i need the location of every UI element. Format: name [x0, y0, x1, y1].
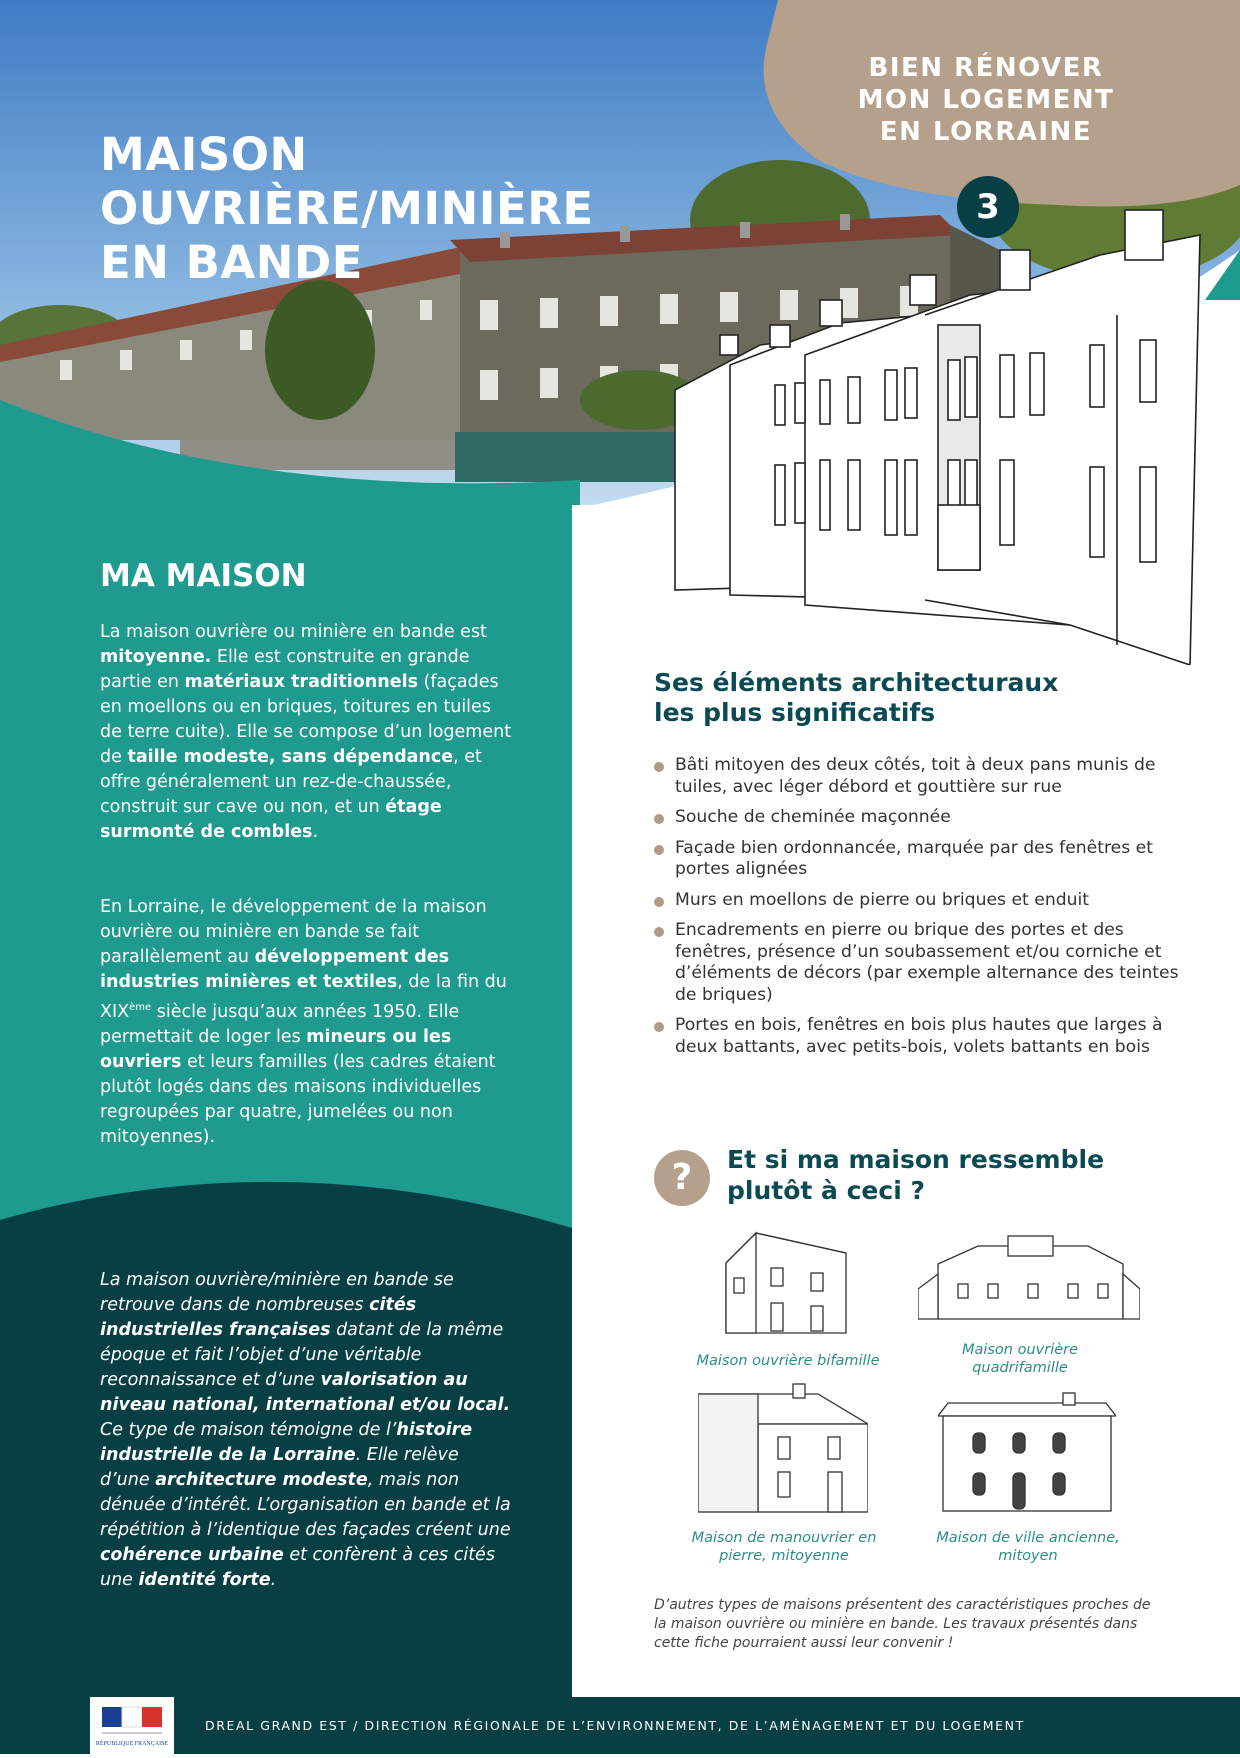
badge-line: EN LORRAINE [879, 117, 1093, 147]
ma-maison-paragraph-2: En Lorraine, le développement de la maison ouvrière ou minière en bande se fait parallèlement au développement des industries minières et textiles, de la fin du XIXème siècle jusqu’aux années 1950. Elle permettait de loger les mineurs ou les ouvriers et leurs familles (les cadres étaient plutôt logés dans des maisons individuelles regroupées par quatre, jumelées ou non mitoyennes). [100, 897, 507, 1147]
title-line: OUVRIÈRE/MINIÈRE [100, 182, 594, 235]
house-caption: Maison ouvrière quadrifamille [961, 1342, 1079, 1376]
footer-text: DREAL GRAND EST / DIRECTION RÉGIONALE DE L’ENVIRONNEMENT, DE L’AMÉNAGEMENT ET DU LOGEMENT [205, 1718, 1025, 1733]
list-item-text: Murs en moellons de pierre ou briques et enduit [675, 889, 1090, 910]
question-title-line: plutôt à ceci ? [727, 1176, 925, 1205]
list-item-text: Souche de cheminée maçonnée [675, 807, 951, 827]
bullet-dot-icon [654, 762, 664, 772]
arch-title-line: Ses éléments architecturaux [654, 668, 1059, 697]
list-item-text: Façade bien ordonnancée, marquée par des fenêtres et portes alignées [675, 837, 1153, 879]
question-mark-icon: ? [654, 1150, 710, 1206]
list-item [654, 1015, 1184, 1058]
house-manouvrier-drawing [698, 1382, 868, 1514]
bullet-dot-icon [654, 814, 664, 824]
terraced-houses-drawing [670, 205, 1210, 665]
badge-line: MON LOGEMENT [857, 85, 1115, 115]
house-caption: Maison de ville ancienne, mitoyen [936, 1530, 1120, 1564]
section-title-question [727, 1144, 1104, 1206]
list-item [654, 807, 1184, 829]
series-badge [800, 52, 1172, 148]
bullet-dot-icon [654, 1022, 664, 1032]
sheet-number: 3 [957, 176, 1019, 238]
house-bifamille-drawing [716, 1228, 856, 1340]
bullet-dot-icon [654, 845, 664, 855]
house-caption: Maison ouvrière bifamille [696, 1353, 880, 1369]
section-title-architecture [654, 668, 1058, 728]
arch-title-line: les plus significatifs [654, 698, 936, 727]
title-line: EN BANDE [100, 236, 363, 289]
logo-caption: RÉPUBLIQUE FRANÇAISE [95, 1741, 169, 1747]
list-item [654, 755, 1184, 798]
house-caption: Maison de manouvrier en pierre, mitoyenne [691, 1530, 877, 1564]
list-item-text: Encadrements en pierre ou brique des portes et des fenêtres, présence d’un soubassement et/ou corniche et d’éléments de décors (par exemple alternance des teintes de briques) [675, 920, 1179, 1005]
list-item [654, 890, 1184, 912]
list-item [654, 838, 1184, 881]
question-title-line: Et si ma maison ressemble [727, 1145, 1105, 1174]
badge-line: BIEN RÉNOVER [868, 53, 1104, 83]
page-title [100, 128, 594, 290]
bullet-dot-icon [654, 897, 664, 907]
ma-maison-paragraph-1: La maison ouvrière ou minière en bande est mitoyenne. Elle est construite en grande partie en matériaux traditionnels (façades en moellons ou en briques, toitures en tuiles de terre cuite). Elle se compose d’un logement de taille modeste, sans dépendance, et offre généralement un rez-de-chaussée, construit sur cave ou non, et un étage surmonté de combles. [100, 622, 512, 842]
bullet-dot-icon [654, 927, 664, 937]
house-ville-ancienne-drawing [938, 1388, 1116, 1512]
list-item-text: Bâti mitoyen des deux côtés, toit à deux pans munis de tuiles, avec léger débord et gouttière sur rue [675, 755, 1156, 797]
republique-francaise-logo [90, 1697, 174, 1754]
architecture-list [654, 755, 1184, 1067]
list-item-text: Portes en bois, fenêtres en bois plus hautes que larges à deux battants, avec petits-bois, volets battants en bois [675, 1015, 1163, 1057]
list-item [654, 920, 1184, 1006]
heritage-quote: La maison ouvrière/minière en bande se retrouve dans de nombreuses cités industrielles françaises datant de la même époque et fait l’objet d’une véritable reconnaissance et d’une valorisation au niveau national, international et/ou local. Ce type de maison témoigne de l’histoire industrielle de la Lorraine. Elle relève d’une architecture modeste, mais non dénuée d’intérêt. L’organisation en bande et la répétition à l’identique des façades créent une cohérence urbaine et confèrent à ces cités une identité forte. [100, 1270, 511, 1590]
accent-edge [1205, 250, 1240, 300]
title-line: MAISON [100, 128, 308, 181]
section-title-ma-maison: MA MAISON [100, 558, 307, 594]
house-quadrifamille-drawing [918, 1234, 1140, 1326]
footnote: D’autres types de maisons présentent des caractéristiques proches de la maison ouvrière ou minière en bande. Les travaux présentés dans cette fiche pourraient aussi leur convenir ! [654, 1597, 1151, 1651]
